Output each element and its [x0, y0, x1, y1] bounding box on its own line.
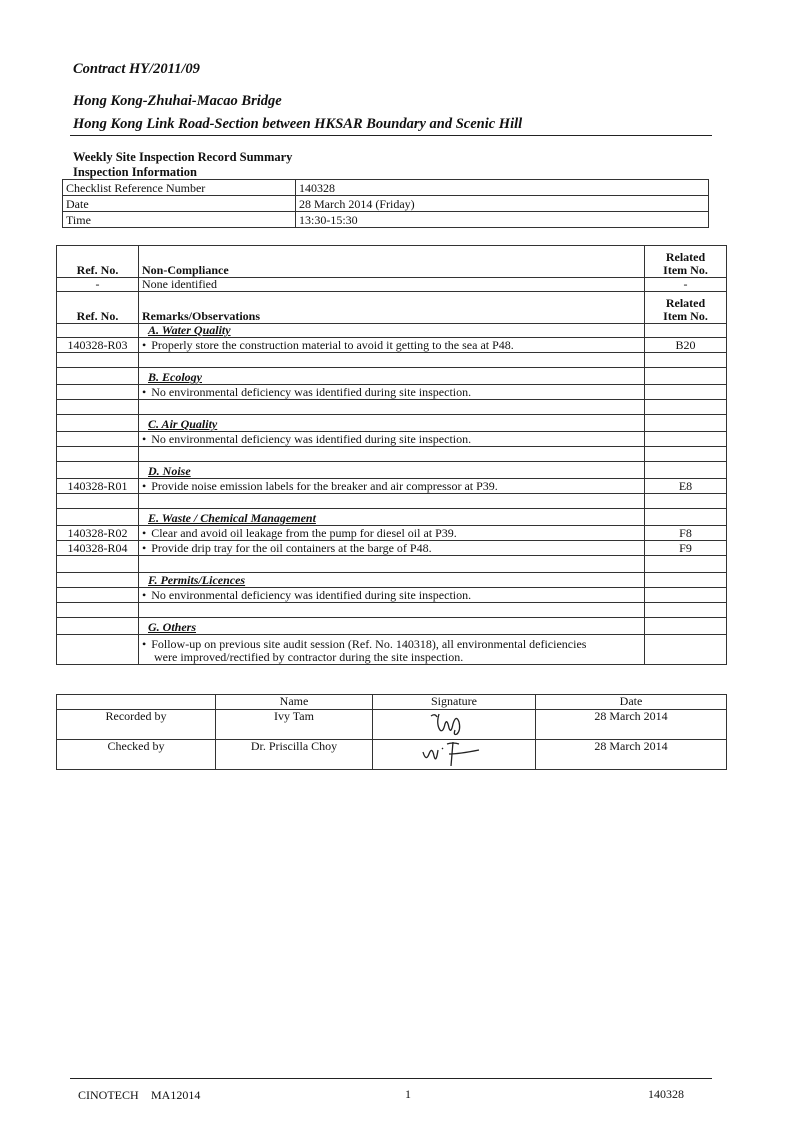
info-label: Time — [63, 212, 296, 228]
signoff-row — [57, 740, 727, 770]
item-cell: F9 — [645, 541, 727, 556]
info-row — [63, 196, 709, 212]
related-item-header — [645, 246, 727, 278]
table-row — [57, 635, 727, 665]
related-label: Related — [665, 296, 706, 310]
info-label: Checklist Reference Number — [63, 180, 296, 196]
header-divider — [70, 135, 712, 136]
blank-row — [57, 556, 727, 573]
item-no-label: Item No. — [663, 309, 708, 323]
role-cell: Recorded by — [57, 710, 216, 740]
section-air-quality: C. Air Quality — [139, 415, 645, 432]
item-no-label: Item No. — [663, 263, 708, 277]
blank-row — [57, 494, 727, 509]
section-others: G. Others — [139, 618, 645, 635]
info-value: 13:30-15:30 — [296, 212, 709, 228]
ref-cell: 140328-R03 — [57, 338, 139, 353]
info-title: Inspection Information — [73, 165, 197, 179]
contract-number: Contract HY/2011/09 — [73, 61, 200, 77]
table-row — [57, 338, 727, 353]
signoff-row — [57, 710, 727, 740]
table-row — [57, 385, 727, 400]
observation-text: • Provide noise emission labels for the breaker and air compressor at P39. — [139, 479, 645, 494]
ref-cell: 140328-R02 — [57, 526, 139, 541]
signature-image-ivy-tam — [409, 710, 499, 736]
blank-row — [57, 353, 727, 368]
table-row — [57, 526, 727, 541]
date-header: Date — [536, 695, 727, 710]
section-ecology: B. Ecology — [139, 368, 645, 385]
signature-header: Signature — [373, 695, 536, 710]
table-row — [57, 588, 727, 603]
section-noise: D. Noise — [139, 462, 645, 479]
section-permits-licences: F. Permits/Licences — [139, 573, 645, 588]
signoff-header-row — [57, 695, 727, 710]
section-row — [57, 462, 727, 479]
signoff-table — [56, 694, 727, 770]
observation-text: • No environmental deficiency was identified during site inspection. — [139, 588, 645, 603]
date-cell: 28 March 2014 — [536, 710, 727, 740]
table-row — [57, 432, 727, 447]
inspection-info-table — [62, 179, 709, 228]
ref-no-header: Ref. No. — [57, 246, 139, 278]
project-title: Hong Kong-Zhuhai-Macao Bridge — [73, 93, 282, 109]
signature-cell — [373, 710, 536, 740]
name-cell: Dr. Priscilla Choy — [216, 740, 373, 770]
table-header-row — [57, 246, 727, 278]
date-cell: 28 March 2014 — [536, 740, 727, 770]
info-label: Date — [63, 196, 296, 212]
role-cell: Checked by — [57, 740, 216, 770]
item-cell: E8 — [645, 479, 727, 494]
page-number: 1 — [405, 1087, 411, 1101]
section-waste-chemical: E. Waste / Chemical Management — [139, 509, 645, 526]
section-row — [57, 368, 727, 385]
table-row — [57, 278, 727, 292]
name-header: Name — [216, 695, 373, 710]
observation-line: • Follow-up on previous site audit session (Ref. No. 140318), all environmental deficiencies — [142, 637, 586, 651]
table-header-row — [57, 292, 727, 324]
info-row — [63, 212, 709, 228]
table-row — [57, 479, 727, 494]
observation-text — [139, 635, 645, 665]
observations-table — [56, 245, 727, 665]
observation-text: • Clear and avoid oil leakage from the pump for diesel oil at P39. — [139, 526, 645, 541]
observation-text: • No environmental deficiency was identified during site inspection. — [139, 385, 645, 400]
info-value: 140328 — [296, 180, 709, 196]
section-row — [57, 573, 727, 588]
footer-company: CINOTECH — [78, 1088, 139, 1102]
section-row — [57, 509, 727, 526]
observation-text: • Provide drip tray for the oil containers at the barge of P48. — [139, 541, 645, 556]
section-row — [57, 618, 727, 635]
item-cell: B20 — [645, 338, 727, 353]
footer-report: MA12014 — [151, 1088, 201, 1102]
footer-divider — [70, 1078, 712, 1079]
info-row — [63, 180, 709, 196]
blank-row — [57, 447, 727, 462]
blank-row — [57, 400, 727, 415]
ref-cell: 140328-R04 — [57, 541, 139, 556]
section-water-quality: A. Water Quality — [139, 324, 645, 338]
observation-line: were improved/rectified by contractor during the site inspection. — [154, 650, 464, 664]
name-cell: Ivy Tam — [216, 710, 373, 740]
related-item-header — [645, 292, 727, 324]
non-compliance-text: None identified — [139, 278, 645, 292]
signature-image-priscilla-choy — [409, 740, 499, 766]
summary-title: Weekly Site Inspection Record Summary — [73, 150, 293, 164]
observation-text: • No environmental deficiency was identified during site inspection. — [139, 432, 645, 447]
table-row — [57, 541, 727, 556]
project-section: Hong Kong Link Road-Section between HKSAR Boundary and Scenic Hill — [73, 116, 523, 132]
non-compliance-header: Non-Compliance — [139, 246, 645, 278]
remarks-header: Remarks/Observations — [139, 292, 645, 324]
ref-cell: - — [57, 278, 139, 292]
section-row — [57, 324, 727, 338]
ref-cell: 140328-R01 — [57, 479, 139, 494]
ref-no-header: Ref. No. — [57, 292, 139, 324]
footer-ref: 140328 — [648, 1087, 684, 1101]
related-label: Related — [665, 250, 706, 264]
info-value: 28 March 2014 (Friday) — [296, 196, 709, 212]
blank-row — [57, 603, 727, 618]
observation-text: • Properly store the construction material to avoid it getting to the sea at P48. — [139, 338, 645, 353]
signature-cell — [373, 740, 536, 770]
item-cell: - — [645, 278, 727, 292]
item-cell: F8 — [645, 526, 727, 541]
section-row — [57, 415, 727, 432]
